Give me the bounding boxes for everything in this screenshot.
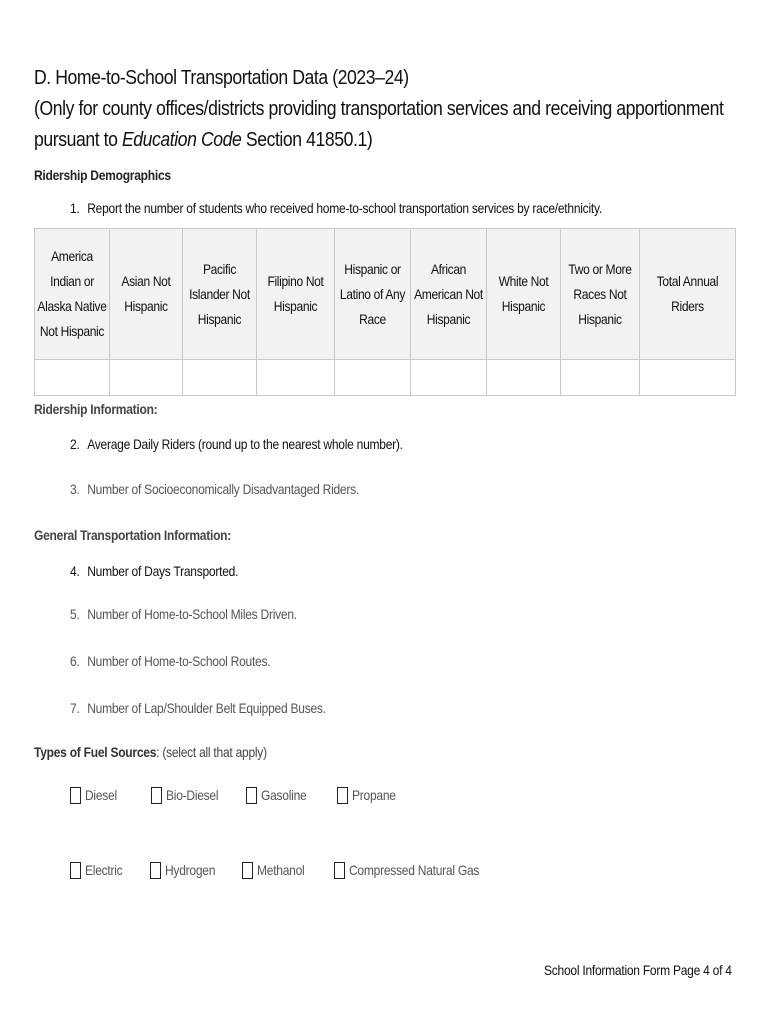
column-header: Two or More Races Not Hispanic: [561, 229, 640, 360]
column-header: African American Not Hispanic: [411, 229, 487, 360]
total-annual-riders-cell[interactable]: [640, 360, 736, 396]
column-header: White Not Hispanic: [487, 229, 561, 360]
fuel-sources-heading: Types of Fuel Sources: (select all that apply): [34, 744, 267, 760]
table-row: [35, 360, 736, 396]
checkbox-icon[interactable]: [150, 862, 161, 879]
question-7: 7. Number of Lap/Shoulder Belt Equipped Buses.: [70, 700, 326, 716]
checkbox-icon[interactable]: [70, 862, 81, 879]
checkbox-icon[interactable]: [337, 787, 348, 804]
question-2: 2. Average Daily Riders (round up to the nearest whole number).: [70, 436, 403, 452]
checkbox-icon[interactable]: [334, 862, 345, 879]
fuel-option-methanol[interactable]: Methanol: [242, 859, 312, 881]
column-header: Filipino Not Hispanic: [257, 229, 335, 360]
question-3: 3. Number of Socioeconomically Disadvantaged Riders.: [70, 481, 359, 497]
question-5: 5. Number of Home-to-School Miles Driven.: [70, 606, 297, 622]
column-header: America Indian or Alaska Native Not Hispanic: [35, 229, 110, 360]
section-title-line-2: (Only for county offices/districts providing transportation services and receiving apportionment: [34, 97, 724, 120]
white-count-cell[interactable]: [487, 360, 561, 396]
section-title-line-1: D. Home-to-School Transportation Data (2023–24): [34, 66, 409, 89]
african-american-count-cell[interactable]: [411, 360, 487, 396]
education-code-reference: Education Code: [121, 128, 242, 151]
question-6: 6. Number of Home-to-School Routes.: [70, 653, 271, 669]
pacific-islander-count-cell[interactable]: [183, 360, 257, 396]
fuel-option-electric[interactable]: Electric: [70, 859, 129, 881]
question-1: 1. Report the number of students who received home-to-school transportation services by race/ethnicity.: [70, 200, 602, 216]
asian-count-cell[interactable]: [110, 360, 183, 396]
ridership-demographics-table: [34, 228, 736, 396]
ridership-demographics-heading: Ridership Demographics: [34, 167, 171, 183]
fuel-option-gasoline[interactable]: Gasoline: [246, 784, 314, 806]
american-indian-count-cell[interactable]: [35, 360, 110, 396]
fuel-option-hydrogen[interactable]: Hydrogen: [150, 859, 223, 881]
fuel-option-compressed-natural-gas[interactable]: Compressed Natural Gas: [334, 859, 500, 881]
page-footer: School Information Form Page 4 of 4: [544, 962, 732, 978]
checkbox-icon[interactable]: [246, 787, 257, 804]
section-title-line-3: pursuant to Education Code Section 41850.1): [34, 128, 373, 151]
filipino-count-cell[interactable]: [257, 360, 335, 396]
two-or-more-count-cell[interactable]: [561, 360, 640, 396]
checkbox-icon[interactable]: [151, 787, 162, 804]
fuel-option-propane[interactable]: Propane: [337, 784, 403, 806]
fuel-option-bio-diesel[interactable]: Bio-Diesel: [151, 784, 227, 806]
question-4: 4. Number of Days Transported.: [70, 563, 239, 579]
section-title: [34, 62, 724, 155]
hispanic-count-cell[interactable]: [335, 360, 411, 396]
column-header: Pacific Islander Not Hispanic: [183, 229, 257, 360]
column-header: Total Annual Riders: [640, 229, 736, 360]
table-header-row: [35, 229, 736, 360]
column-header: Hispanic or Latino of Any Race: [335, 229, 411, 360]
checkbox-icon[interactable]: [70, 787, 81, 804]
general-transportation-heading: General Transportation Information:: [34, 527, 232, 543]
ridership-information-heading: Ridership Information:: [34, 401, 158, 417]
column-header: Asian Not Hispanic: [110, 229, 183, 360]
checkbox-icon[interactable]: [242, 862, 253, 879]
fuel-option-diesel[interactable]: Diesel: [70, 784, 122, 806]
